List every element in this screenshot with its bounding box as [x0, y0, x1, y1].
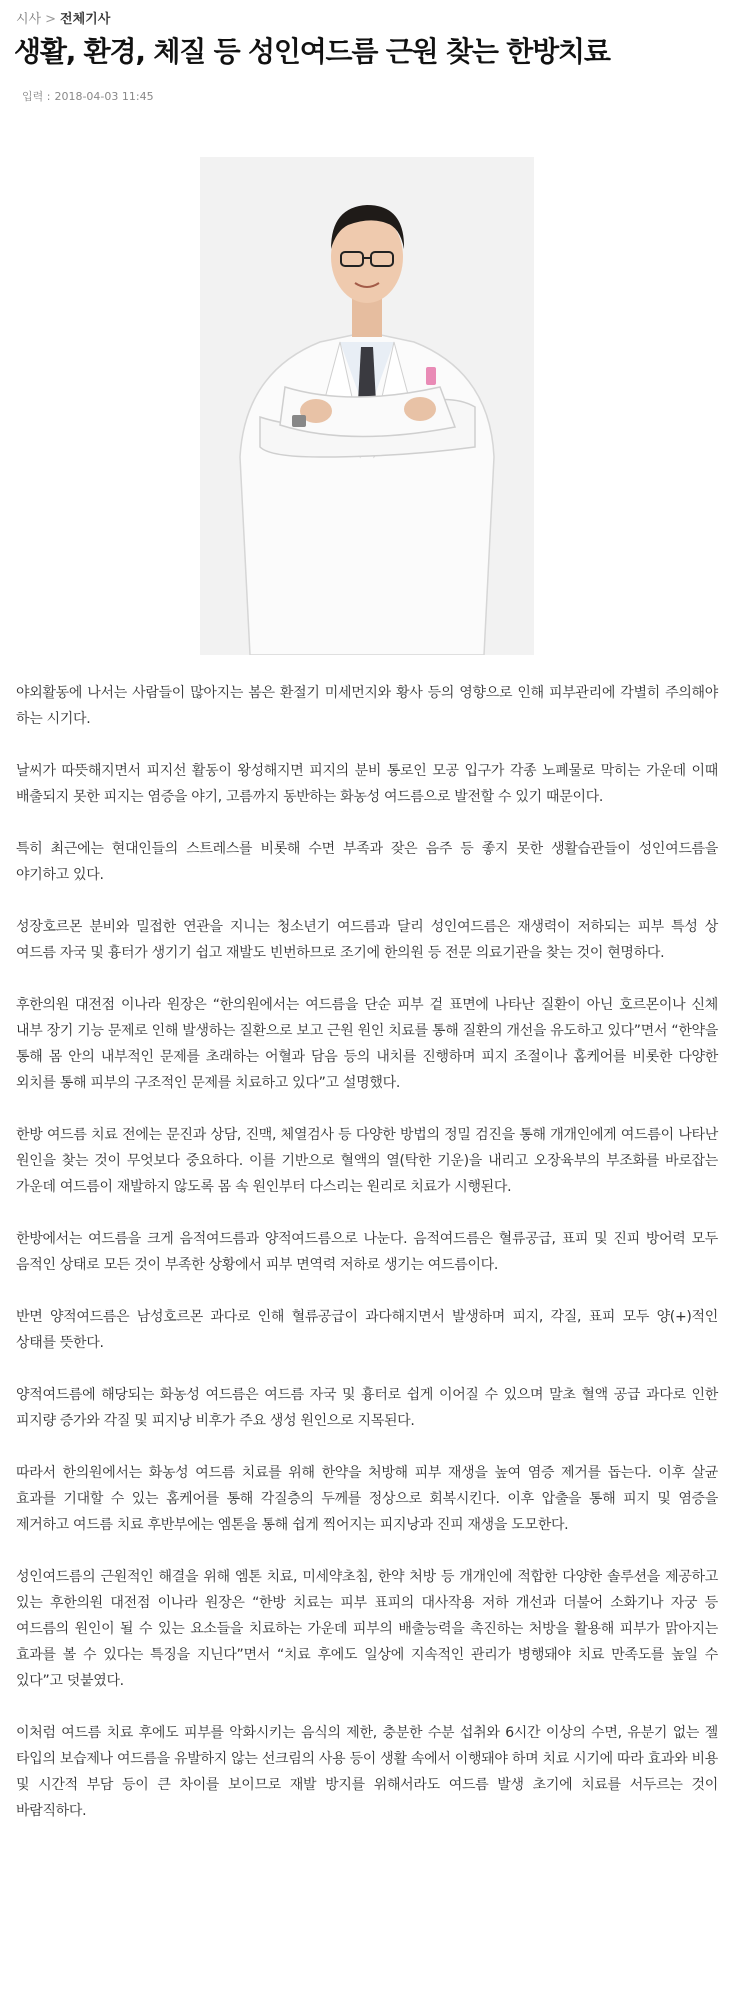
- breadcrumb-separator: >: [45, 12, 57, 27]
- article-paragraph: 성인여드름의 근원적인 해결을 위해 엠톤 치료, 미세약초침, 한약 처방 등 개개인에 적합한 다양한 솔루션을 제공하고 있는 후한의원 대전점 이나라 원장은 “한방 치료는 피부 표피의 대사작용 저하 개선과 더불어 소화기나 자궁 등 여드름의 원인이 될 수 있는 요소들을 치료하는 가운데 피부의 배출능력을 촉진하는 처방을 활용해 피부가 맑아지는 효과를 볼 수 있다는 특징을 지닌다”면서 “치료 후에도 일상에 지속적인 관리가 병행돼야 치료 만족도를 높일 수 있다”고 덧붙였다.: [16, 1569, 718, 1689]
- article-photo: [200, 157, 534, 655]
- publish-date: 2018-04-03 11:45: [54, 90, 154, 103]
- doctor-portrait-illustration: [200, 157, 534, 655]
- breadcrumb: [16, 8, 110, 27]
- article-paragraph: 특히 최근에는 현대인들의 스트레스를 비롯해 수면 부족과 잦은 음주 등 좋지 못한 생활습관들이 성인여드름을 야기하고 있다.: [16, 841, 718, 883]
- article-paragraph: 따라서 한의원에서는 화농성 여드름 치료를 위해 한약을 처방해 피부 재생을 높여 염증 제거를 돕는다. 이후 살균 효과를 기대할 수 있는 홈케어를 통해 각질층의 두께를 정상으로 회복시킨다. 이후 압출을 통해 피지 및 염증을 제거하고 여드름 치료 후반부에는 엠톤을 통해 쉽게 찍어지는 피지낭과 진피 재생을 도모한다.: [16, 1465, 718, 1533]
- article-title: 생활, 환경, 체질 등 성인여드름 근원 찾는 한방치료: [14, 35, 610, 68]
- article-paragraph: 양적여드름에 해당되는 화농성 여드름은 여드름 자국 및 흉터로 쉽게 이어질 수 있으며 말초 혈액 공급 과다로 인한 피지량 증가와 각질 및 피지낭 비후가 주요 생성 원인으로 지목된다.: [16, 1387, 718, 1429]
- article-paragraph: 한방 여드름 치료 전에는 문진과 상담, 진맥, 체열검사 등 다양한 방법의 정밀 검진을 통해 개개인에게 여드름이 나타난 원인을 찾는 것이 무엇보다 중요하다. 이를 기반으로 혈액의 열(탁한 기운)을 내리고 오장육부의 부조화를 바로잡는 가운데 여드름이 재발하지 않도록 몸 속 원인부터 다스리는 원리로 치료가 시행된다.: [16, 1127, 718, 1195]
- article-paragraph: 성장호르몬 분비와 밀접한 연관을 지니는 청소년기 여드름과 달리 성인여드름은 재생력이 저하되는 피부 특성 상 여드름 자국 및 흉터가 생기기 쉽고 재발도 빈번하므로 조기에 한의원 등 전문 의료기관을 찾는 것이 현명하다.: [16, 919, 718, 961]
- article-paragraph: 날씨가 따뜻해지면서 피지선 활동이 왕성해지면 피지의 분비 통로인 모공 입구가 각종 노폐물로 막히는 가운데 이때 배출되지 못한 피지는 염증을 야기, 고름까지 동반하는 화농성 여드름으로 발전할 수 있기 때문이다.: [16, 763, 718, 805]
- article-paragraph: 이처럼 여드름 치료 후에도 피부를 악화시키는 음식의 제한, 충분한 수분 섭취와 6시간 이상의 수면, 유분기 없는 젤 타입의 보습제나 여드름을 유발하지 않는 선크림의 사용 등이 생활 속에서 이행돼야 하며 치료 시기에 따라 효과와 비용 및 시간적 부담 등이 큰 차이를 보이므로 재발 방지를 위해서라도 여드름 발생 초기에 치료를 서두르는 것이 바람직하다.: [16, 1725, 718, 1819]
- article-paragraph: 한방에서는 여드름을 크게 음적여드름과 양적여드름으로 나눈다. 음적여드름은 혈류공급, 표피 및 진피 방어력 모두 음적인 상태로 모든 것이 부족한 상황에서 피부 면역력 저하로 생기는 여드름이다.: [16, 1231, 718, 1273]
- article-paragraph: 반면 양적여드름은 남성호르몬 과다로 인해 혈류공급이 과다해지면서 발생하며 피지, 각질, 표피 모두 양(+)적인 상태를 뜻한다.: [16, 1309, 718, 1351]
- article-paragraph: 야외활동에 나서는 사람들이 많아지는 봄은 환절기 미세먼지와 황사 등의 영향으로 인해 피부관리에 각별히 주의해야 하는 시기다.: [16, 685, 718, 727]
- date-label: 입력 :: [22, 90, 51, 103]
- article-meta: [22, 88, 154, 104]
- article-paragraph: 후한의원 대전점 이나라 원장은 “한의원에서는 여드름을 단순 피부 겉 표면에 나타난 질환이 아닌 호르몬이나 신체 내부 장기 기능 문제로 인해 발생하는 질환으로 보고 근원 원인 치료를 통해 질환의 개선을 유도하고 있다”면서 “한약을 통해 몸 안의 내부적인 문제를 초래하는 어혈과 담음 등의 내치를 진행하며 피지 조절이나 홈케어를 비롯한 다양한 외치를 통해 피부의 구조적인 문제를 치료하고 있다”고 설명했다.: [16, 997, 718, 1091]
- breadcrumb-current-link[interactable]: 전체기사: [60, 12, 111, 27]
- article-body: [16, 680, 718, 1850]
- breadcrumb-section-link[interactable]: 시사: [16, 12, 42, 27]
